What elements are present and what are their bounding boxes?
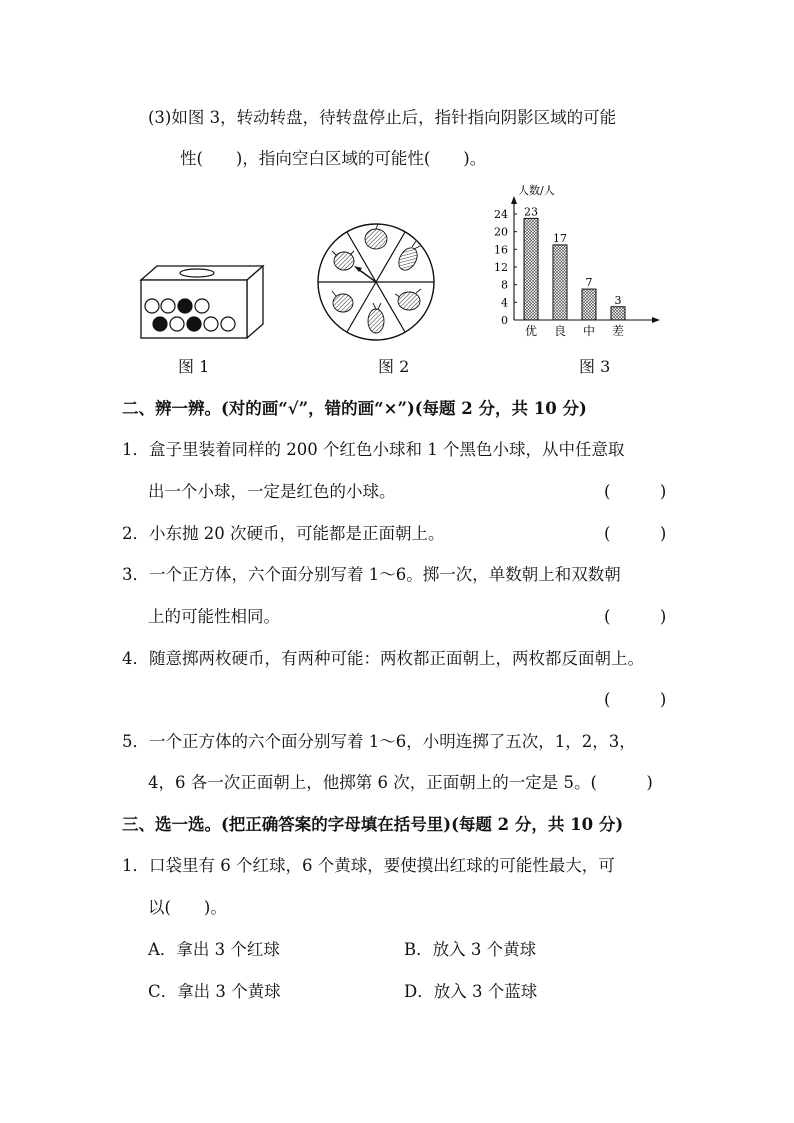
- chart-y-tick-label: 12: [494, 261, 508, 274]
- s3-q1-line1: 1．口袋里有 6 个红球，6 个黄球，要使摸出红球的可能性最大，可: [122, 856, 615, 875]
- chart-bar: [611, 307, 625, 320]
- s3-q1-option-b: B．放入 3 个黄球: [404, 940, 537, 959]
- chart-category-label: 中: [582, 324, 596, 338]
- chart-value-label: 17: [553, 231, 567, 245]
- s2-item3-line2: 上的可能性相同。: [148, 607, 280, 626]
- s2-item1-line1: 1．盒子里装着同样的 200 个红色小球和 1 个黑色小球，从中任意取: [122, 440, 625, 459]
- s2-item5-line1: 5．一个正方体的六个面分别写着 1～6，小明连掷了五次，1，2，3，: [122, 732, 636, 751]
- s2-item3-answer-parens: ( ): [604, 607, 667, 626]
- chart-category-label: 差: [611, 324, 625, 338]
- section-2-heading: 二、辨一辨。(对的画“√”，错的画“×”)(每题 2 分，共 10 分): [122, 399, 587, 418]
- chart-y-axis-label: 人数/人: [518, 184, 555, 197]
- chart-bar: [553, 245, 567, 320]
- s2-item4-answer-parens: ( ): [604, 690, 667, 709]
- chart-category-label: 良: [553, 324, 567, 338]
- s3-q1-line2: 以( )。: [148, 898, 227, 917]
- s2-item2-line1: 2．小东抛 20 次硬币，可能都是正面朝上。: [122, 524, 445, 543]
- s2-item1-line2: 出一个小球，一定是红色的小球。: [148, 482, 396, 501]
- s2-item2-answer-parens: ( ): [604, 524, 667, 543]
- figure-2-caption: 图 2: [378, 357, 410, 376]
- figure-3-bar-chart: [482, 182, 662, 342]
- chart-bar: [524, 218, 538, 320]
- chart-y-tick-label: 20: [494, 225, 508, 239]
- s2-item5-line2: 4，6 各一次正面朝上，他掷第 6 次，正面朝上的一定是 5。( ): [148, 773, 653, 792]
- s2-item4-line1: 4．随意掷两枚硬币，有两种可能：两枚都正面朝上，两枚都反面朝上。: [122, 649, 644, 668]
- chart-y-tick-label: 24: [494, 208, 508, 221]
- chart-value-label: 3: [614, 293, 622, 307]
- figure-1-caption: 图 1: [178, 357, 210, 376]
- s3-q1-option-a: A．拿出 3 个红球: [148, 940, 280, 959]
- figure-3-caption: 图 3: [579, 357, 611, 376]
- figure-1-box: [135, 258, 265, 340]
- s2-item3-line1: 3．一个正方体，六个面分别写着 1～6。掷一次，单数朝上和双数朝: [122, 565, 621, 584]
- chart-bar: [582, 289, 596, 320]
- q3-line2: 性( )，指向空白区域的可能性( )。: [180, 149, 487, 168]
- chart-category-label: 优: [524, 324, 538, 338]
- section-3-heading: 三、选一选。(把正确答案的字母填在括号里)(每题 2 分，共 10 分): [122, 815, 624, 834]
- q3-line1: (3)如图 3，转动转盘，待转盘停止后，指针指向阴影区域的可能: [148, 108, 617, 127]
- chart-y-tick-label: 4: [501, 296, 508, 310]
- chart-y-tick-label: 0: [501, 314, 508, 327]
- s3-q1-option-c: C．拿出 3 个黄球: [148, 982, 281, 1001]
- chart-y-tick-label: 16: [494, 243, 508, 257]
- chart-value-label: 23: [524, 205, 538, 219]
- s3-q1-option-d: D．放入 3 个蓝球: [404, 982, 538, 1001]
- chart-y-tick-label: 8: [501, 278, 508, 292]
- figure-2-spinner: [312, 221, 440, 343]
- chart-value-label: 7: [585, 276, 593, 290]
- s2-item1-answer-parens: ( ): [604, 482, 667, 501]
